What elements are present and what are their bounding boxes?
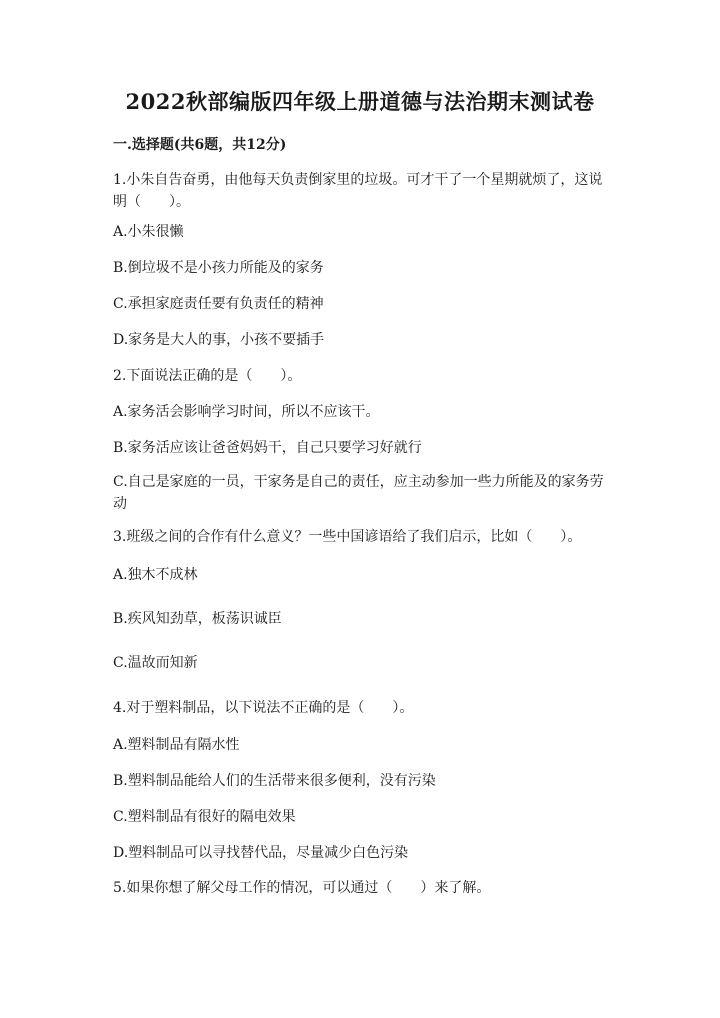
section-heading: 一.选择题(共6题，共12分) [113,137,287,153]
question-4-option-b: B.塑料制品能给人们的生活带来很多便利，没有污染 [113,773,436,789]
question-3-option-a: A.独木不成林 [113,567,198,583]
question-1-stem: 1.小朱自告奋勇，由他每天负责倒家里的垃圾。可才干了一个星期就烦了，这说明（ ）。 [113,172,603,210]
question-4-option-d: D.塑料制品可以寻找替代品，尽量减少白色污染 [113,845,409,861]
page-title: 2022秋部编版四年级上册道德与法治期末测试卷 [125,89,595,114]
question-4-stem: 4.对于塑料制品，以下说法不正确的是（ ）。 [113,700,414,716]
question-1-option-c: C.承担家庭责任要有负责任的精神 [113,296,324,312]
question-3-stem: 3.班级之间的合作有什么意义？一些中国谚语给了我们启示，比如（ ）。 [113,529,582,545]
question-1-option-a: A.小朱很懒 [113,224,184,240]
question-2-option-b: B.家务活应该让爸爸妈妈干，自己只要学习好就行 [113,440,422,456]
question-3-option-b: B.疾风知劲草，板荡识诚臣 [113,611,282,627]
question-5-stem: 5.如果你想了解父母工作的情况，可以通过（ ）来了解。 [113,880,491,896]
question-1-option-d: D.家务是大人的事，小孩不要插手 [113,332,325,348]
question-4-option-a: A.塑料制品有隔水性 [113,737,240,753]
question-2-option-a: A.家务活会影响学习时间，所以不应该干。 [113,404,380,420]
question-2-stem: 2.下面说法正确的是（ ）。 [113,368,302,384]
question-3-option-c: C.温故而知新 [113,655,198,671]
question-2-option-c: C.自己是家庭的一员，干家务是自己的责任，应主动参加一些力所能及的家务劳动 [113,474,604,512]
question-1-option-b: B.倒垃圾不是小孩力所能及的家务 [113,260,324,276]
question-4-option-c: C.塑料制品有很好的隔电效果 [113,809,296,825]
